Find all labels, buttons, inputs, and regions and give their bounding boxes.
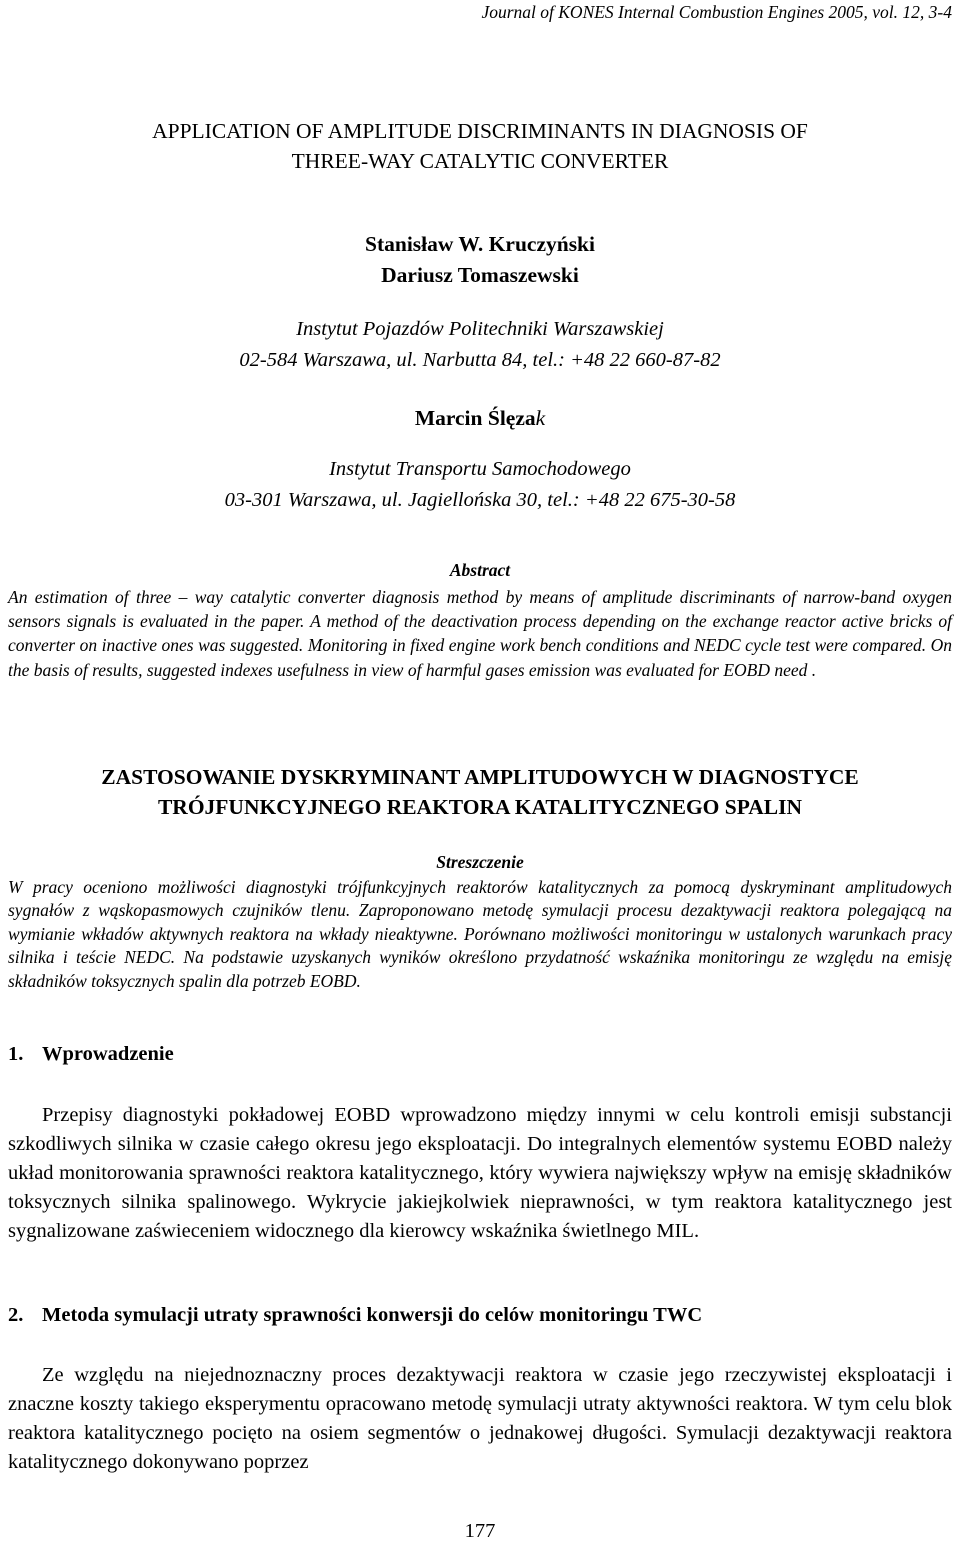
section-title: Metoda symulacji utraty sprawności konwersji do celów monitoringu TWC bbox=[42, 1304, 703, 1326]
paper-title-english bbox=[8, 116, 952, 176]
affiliation-line: Instytut Transportu Samochodowego bbox=[329, 458, 631, 480]
journal-header: Journal of KONES Internal Combustion Engines 2005, vol. 12, 3-4 bbox=[481, 2, 952, 22]
affiliation-line: Instytut Pojazdów Politechniki Warszawskiej bbox=[296, 318, 664, 340]
page-number: 177 bbox=[464, 1520, 496, 1542]
section-title: Wprowadzenie bbox=[42, 1043, 174, 1065]
section-1-paragraph bbox=[8, 1101, 952, 1246]
author-name: Stanisław W. Kruczyński bbox=[365, 232, 595, 256]
paper-title-polish bbox=[8, 762, 952, 822]
streszczenie-heading: Streszczenie bbox=[436, 852, 524, 872]
affiliation-line: 03-301 Warszawa, ul. Jagiellońska 30, tel.: +48 22 675-30-58 bbox=[224, 489, 736, 511]
affiliation-1 bbox=[8, 314, 952, 376]
section-2-paragraph bbox=[8, 1361, 952, 1477]
section-heading-2 bbox=[8, 1304, 702, 1327]
section-heading-1 bbox=[8, 1043, 174, 1066]
author-list bbox=[8, 229, 952, 291]
paragraph-text: Przepisy diagnostyki pokładowej EOBD wprowadzono między innymi w celu kontroli emisji substancji szkodliwych silnika w czasie całego okresu jego eksploatacji. Do integralnych elementów systemu EOBD należy układ monitorowania sprawności reaktora katalitycznego, który wywiera największy wpływ na emisję składników toksycznych silnika spalinowego. Wykrycie jakiejkolwiek nieprawności, w tym reaktora katalitycznego jest sygnalizowane zaświeceniem widocznego dla kierowcy wskaźnika świetlnego MIL. bbox=[8, 1104, 952, 1242]
title-pl-line1: ZASTOSOWANIE DYSKRYMINANT AMPLITUDOWYCH W DIAGNOSTYCE bbox=[101, 765, 859, 789]
author-name-main: Marcin Ślęza bbox=[414, 406, 536, 430]
title-en-line1: APPLICATION OF AMPLITUDE DISCRIMINANTS IN DIAGNOSIS OF bbox=[152, 119, 808, 143]
abstract-text: An estimation of three – way catalytic converter diagnosis method by means of amplitude discriminants of narrow-band oxygen sensors signals is evaluated in the paper. A method of the deactivation process depending on the exchange reactor active bricks of converter on inactive ones was suggested. Monitoring in fixed engine work bench conditions and NEDC cycle test were compared. On the basis of results, suggested indexes usefulness in view of harmful gases emission was evaluated for EOBD need . bbox=[8, 587, 952, 680]
abstract-heading: Abstract bbox=[449, 560, 511, 580]
section-number: 1. bbox=[8, 1043, 24, 1065]
paragraph-text: Ze względu na niejednoznaczny proces dezaktywacji reaktora w czasie jego rzeczywistej eksploatacji i znaczne koszty takiego eksperymentu opracowano metodę symulacji utraty aktywności reaktora. W tym celu blok reaktora katalitycznego pocięto na osiem segmentów o jednakowej długości. Symulacji dezaktywacji reaktora katalitycznego dokonywano poprzez bbox=[8, 1364, 952, 1473]
streszczenie-text: W pracy oceniono możliwości diagnostyki trójfunkcyjnych reaktorów katalitycznych za pomocą dyskryminant amplitudowych sygnałów z wąskopasmowych czujników tlenu. Zaproponowano metodę symulacji procesu dezaktywacji reaktora polegającą na wymianie wkładów aktywnych reaktora na wkłady nieaktywne. Porównano możliwości monitoringu w ustalonych warunkach pracy silnika i teście NEDC. Na podstawie uzyskanych wyników określono przydatność wskaźnika monitoringu ze względu na emisję składników toksycznych spalin dla potrzeb EOBD. bbox=[8, 877, 952, 991]
title-pl-line2: TRÓJFUNKCYJNEGO REAKTORA KATALITYCZNEGO SPALIN bbox=[157, 795, 803, 819]
affiliation-line: 02-584 Warszawa, ul. Narbutta 84, tel.: +48 22 660-87-82 bbox=[239, 349, 721, 371]
author-name-3 bbox=[8, 403, 952, 434]
affiliation-2 bbox=[8, 454, 952, 516]
author-name: Dariusz Tomaszewski bbox=[381, 263, 579, 287]
author-name-tail: k bbox=[535, 406, 546, 430]
section-number: 2. bbox=[8, 1304, 24, 1326]
title-en-line2: THREE-WAY CATALYTIC CONVERTER bbox=[291, 149, 669, 173]
